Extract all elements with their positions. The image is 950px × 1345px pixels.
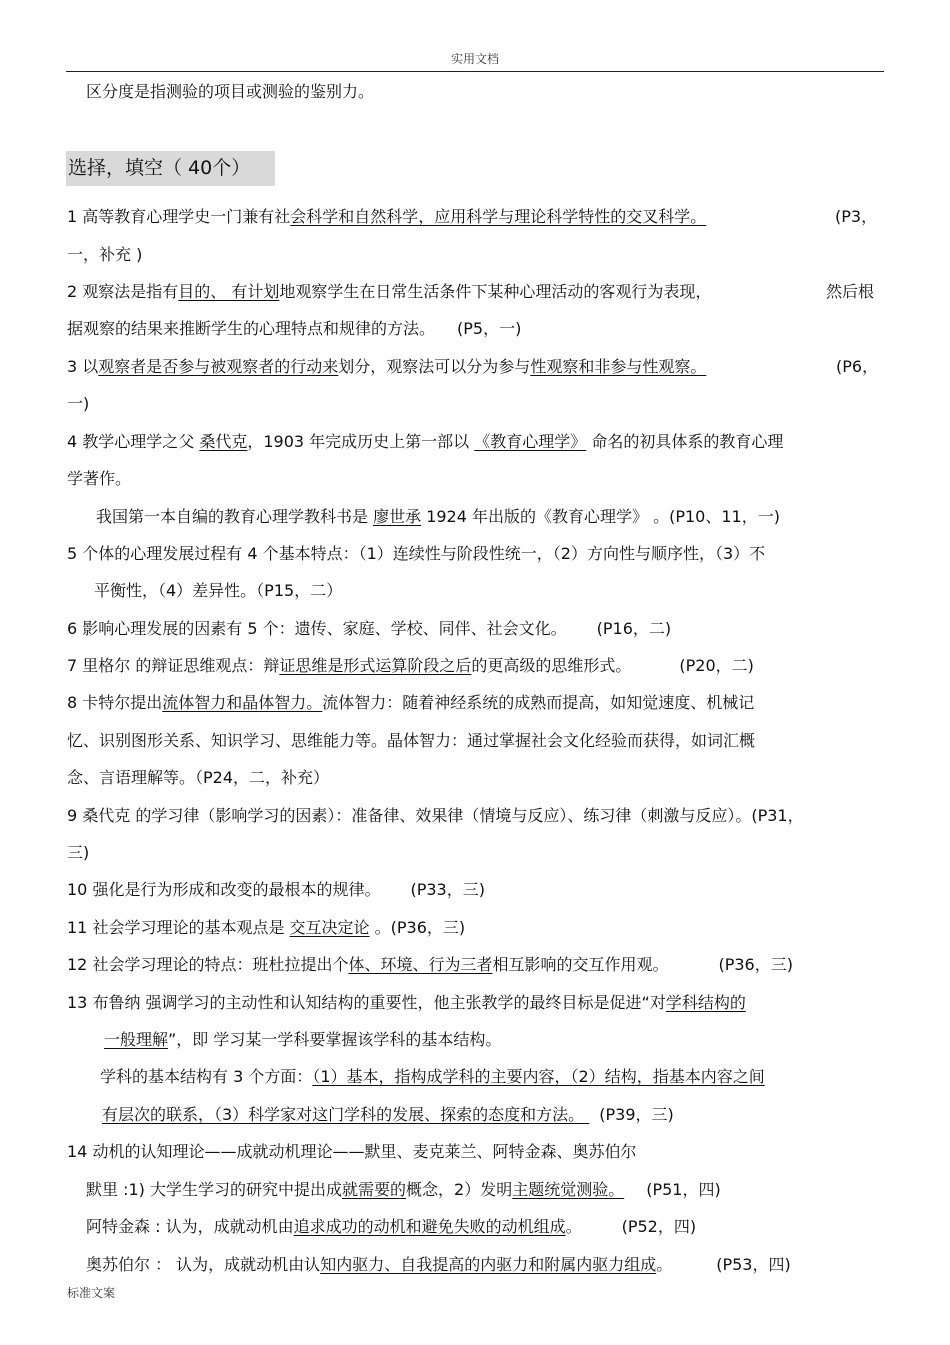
item-3-cont: 一)	[67, 394, 90, 413]
item-8: 8 卡特尔提出流体智力和晶体智力。流体智力：随着神经系统的成熟而提高，如知觉速度、机械记	[67, 693, 755, 712]
page-header: 实用文档	[450, 52, 499, 66]
item-4-answer-2: 《教育心理学》	[474, 432, 587, 451]
item-13-line-2: 一般理解”，即 学习某一学科要掌握该学科的基本结构。	[104, 1030, 502, 1049]
item-14: 14 动机的认知理论——成就动机理论——默里、麦克莱兰、阿特金森、奥苏伯尔	[67, 1142, 637, 1161]
item-3-answer-2: 性观察和非参与性观察。	[530, 357, 707, 376]
item-4-cont: 学著作。	[67, 469, 132, 488]
item-12-ref: (P36，三)	[718, 955, 793, 974]
item-13-answer-4: 有层次的联系，（3）科学家对这门学科的发展、探索的态度和方法。	[102, 1105, 585, 1124]
item-7: 7 里格尔 的辩证思维观点：辩证思维是形式运算阶段之后的更高级的思维形式。 (P20，二)	[67, 656, 754, 675]
item-14-murray: 默里 :1) 大学生学习的研究中提出成就需要的概念，2）发明主题统觉测验。 (P51，四)	[86, 1180, 721, 1199]
intro-text: 区分度是指测验的项目或测验的鉴别力。	[86, 82, 375, 101]
item-12: 12 社会学习理论的特点：班杜拉提出个体、环境、行为三者相互影响的交互作用观。 (P36，三)	[67, 955, 793, 974]
item-3-ref: (P6，	[836, 357, 879, 376]
item-3: 3 以观察者是否参与被观察者的行动来划分，观察法可以分为参与性观察和非参与性观察。	[67, 357, 707, 376]
item-10: 10 强化是行为形成和改变的最根本的规律。 (P33，三)	[67, 880, 485, 899]
item-5: 5 个体的心理发展过程有 4 个基本特点：（1）连续性与阶段性统一，（2）方向性与顺序性，（3）不	[67, 544, 766, 563]
item-2: 2 观察法是指有目的、 有计划地观察学生在日常生活条件下某种心理活动的客观行为表现，	[67, 282, 712, 301]
item-4: 4 教学心理学之父 桑代克，1903 年完成历史上第一部以 《教育心理学》 命名的初具体系的教育心理	[67, 432, 784, 451]
item-4-sub-answer: 廖世承	[373, 507, 422, 526]
item-1-answer: 会科学和自然科学，应用科学与理论科学特性的交叉科学。	[290, 207, 707, 226]
item-14-atkinson-ref: (P52，四)	[621, 1217, 697, 1236]
item-4-sub: 我国第一本自编的教育心理学教科书是 廖世承 1924 年出版的《教育心理学》 。(P10、11，一)	[96, 507, 780, 526]
item-14-murray-answer-2: 主题统觉测验。	[512, 1180, 625, 1199]
item-13-answer-3: （1）基本，指构成学科的主要内容，（2）结构，指基本内容之间	[312, 1067, 765, 1086]
item-12-answer: 体、环境、行为三者	[348, 955, 493, 974]
item-9: 9 桑代克 的学习律（影响学习的因素）：准备律、效果律（情境与反应）、练习律（刺激与反应）。(P31，	[67, 806, 804, 825]
item-1-ref: (P3，	[835, 207, 878, 226]
item-5-cont: 平衡性，（4）差异性。（P15，二）	[94, 581, 343, 600]
item-7-answer: 证思维是形式运算阶段之后	[279, 656, 472, 675]
item-11: 11 社会学习理论的基本观点是 交互决定论 。(P36，三)	[67, 918, 466, 937]
item-14-atkinson-answer: 追求成功的动机和避免失败的动机组成	[293, 1217, 566, 1236]
item-2-cont: 据观察的结果来推断学生的心理特点和规律的方法。 (P5，一)	[67, 319, 522, 338]
item-8-answer: 流体智力和晶体智力。	[162, 693, 323, 712]
item-3-answer-1: 观察者是否参与被观察者的行动来	[98, 357, 339, 376]
item-8-line-3: 念、言语理解等。（P24，二，补充）	[67, 768, 330, 787]
item-14-ausubel: 奥苏伯尔 ： 认为，成就动机由认知内驱力、自我提高的内驱力和附属内驱力组成。 (P53，四)	[86, 1255, 791, 1274]
item-13-ref: (P39，三)	[599, 1105, 674, 1124]
item-14-ausubel-answer: 知内驱力、自我提高的内驱力和附属内驱力组成	[320, 1255, 657, 1274]
item-10-ref: (P33，三)	[410, 880, 485, 899]
item-14-ausubel-ref: (P53，四)	[716, 1255, 791, 1274]
item-13-answer-2: 一般理解	[104, 1030, 169, 1049]
section-title: 选择，填空（ 40个）	[66, 151, 275, 186]
page-footer: 标准文案	[67, 1286, 116, 1300]
item-6: 6 影响心理发展的因素有 5 个：遗传、家庭、学校、同伴、社会文化。 (P16，二)	[67, 619, 672, 638]
item-8-line-2: 忆、识别图形关系、知识学习、思维能力等。晶体智力：通过掌握社会文化经验而获得，如词汇概	[67, 731, 756, 750]
item-7-ref: (P20，二)	[679, 656, 754, 675]
item-14-atkinson: 阿特金森 : 认为，成就动机由追求成功的动机和避免失败的动机组成。 (P52，四)	[86, 1217, 697, 1236]
item-13-answer-1: 学科结构的	[665, 993, 746, 1012]
item-2-answer: 目的、 有计划	[178, 282, 280, 301]
header-rule	[66, 71, 884, 72]
item-13-line-4	[102, 1104, 884, 1126]
item-9-cont: 三)	[67, 843, 90, 862]
item-4-answer-1: 桑代克	[199, 432, 248, 451]
item-2-ref: (P5，一)	[457, 319, 522, 338]
item-6-ref: (P16，二)	[596, 619, 672, 638]
item-13: 13 布鲁纳 强调学习的主动性和认知结构的重要性，他主张教学的最终目标是促进“对学科结构的	[67, 993, 746, 1012]
item-1-cont: 一，补充 )	[67, 245, 143, 264]
item-14-murray-answer-1: 就需要的	[342, 1180, 407, 1199]
item-1: 1 高等教育心理学史一门兼有社会科学和自然科学，应用科学与理论科学特性的交叉科学。	[67, 207, 707, 226]
item-13-line-3: 学科的基本结构有 3 个方面：（1）基本，指构成学科的主要内容，（2）结构，指基本内容之间	[100, 1067, 765, 1086]
item-2-cont-end: 然后根	[826, 282, 875, 301]
item-11-answer: 交互决定论	[289, 918, 370, 937]
item-14-murray-ref: (P51，四)	[646, 1180, 721, 1199]
